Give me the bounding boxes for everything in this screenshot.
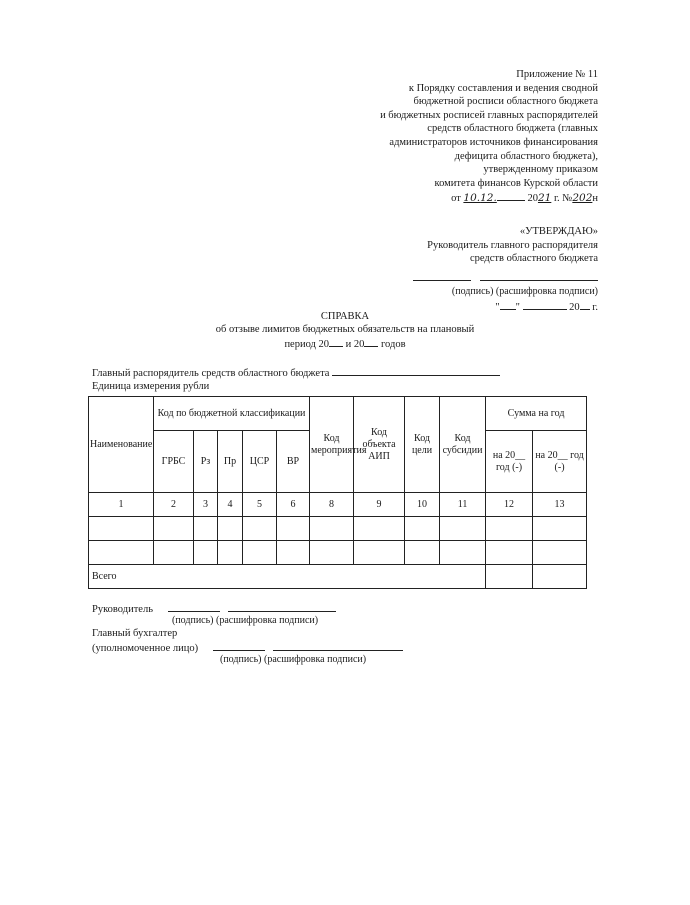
grbs-line: Главный распорядитель средств областного бюджета bbox=[92, 365, 500, 380]
approval-signature-line bbox=[358, 270, 598, 286]
column-number: 1 bbox=[89, 493, 154, 517]
column-number: 2 bbox=[154, 493, 194, 517]
title-line: об отзыве лимитов бюджетных обязательств на плановый bbox=[215, 324, 475, 335]
date-blank bbox=[497, 190, 525, 201]
date-day: 10. bbox=[463, 192, 481, 205]
header-budget-code: Код по бюджетной классификации bbox=[154, 397, 310, 431]
appendix-line: комитета финансов Курской области bbox=[434, 177, 598, 189]
order-number: 202 bbox=[572, 192, 593, 205]
signature-name-blank bbox=[480, 270, 598, 281]
accountant-label: Главный бухгалтер bbox=[92, 628, 178, 639]
head-signature-caption: (подпись) (расшифровка подписи) bbox=[172, 615, 319, 626]
appendix-line: дефицита областного бюджета), bbox=[454, 150, 598, 162]
appendix-line: бюджетной росписи областного бюджета bbox=[413, 96, 598, 108]
header-pr: Пр bbox=[218, 431, 243, 493]
column-number: 11 bbox=[440, 493, 486, 517]
table-row bbox=[89, 541, 587, 565]
appendix-number: Приложение № 11 bbox=[516, 69, 598, 80]
header-event-code: Код мероприятия bbox=[310, 397, 354, 493]
approval-block bbox=[358, 225, 598, 315]
date-year: 21 bbox=[537, 192, 552, 205]
approval-line: Руководитель главного распорядителя bbox=[427, 239, 598, 251]
total-label: Всего bbox=[89, 565, 486, 589]
column-number: 10 bbox=[405, 493, 440, 517]
grbs-blank bbox=[332, 365, 500, 376]
column-number: 9 bbox=[354, 493, 405, 517]
total-row bbox=[89, 565, 587, 589]
date-prefix: от bbox=[451, 193, 461, 205]
document-title bbox=[0, 310, 690, 351]
title-main: СПРАВКА bbox=[320, 311, 370, 322]
appendix-line: и бюджетных росписей главных распорядителей bbox=[380, 109, 598, 121]
header-csr: ЦСР bbox=[243, 431, 277, 493]
title-period: период 20 и 20 годов bbox=[0, 336, 690, 351]
header-subsidy-code: Код субсидии bbox=[440, 397, 486, 493]
appendix-line: администраторов источников финансирования bbox=[389, 136, 598, 148]
appendix-header bbox=[268, 68, 598, 206]
header-goal-code: Код цели bbox=[405, 397, 440, 493]
column-number: 8 bbox=[310, 493, 354, 517]
column-number: 3 bbox=[194, 493, 218, 517]
header-grbs: ГРБС bbox=[154, 431, 194, 493]
approval-signature-caption: (подпись) (расшифровка подписи) bbox=[451, 286, 598, 298]
authorized-label: (уполномоченное лицо) bbox=[92, 643, 199, 654]
order-date bbox=[268, 190, 598, 206]
limits-table bbox=[88, 396, 587, 589]
appendix-line: средств областного бюджета (главных bbox=[427, 123, 598, 135]
column-number: 6 bbox=[277, 493, 310, 517]
appendix-line: утвержденному приказом bbox=[483, 164, 598, 176]
header-vr: ВР bbox=[277, 431, 310, 493]
header-aip-code: Код объекта АИП bbox=[354, 397, 405, 493]
header-rz: Рз bbox=[194, 431, 218, 493]
order-number-suffix: н bbox=[592, 193, 598, 205]
column-number-row bbox=[89, 493, 587, 517]
approval-date-suffix: г. bbox=[592, 301, 598, 313]
approval-date: " " 20 г. bbox=[358, 299, 598, 315]
date-year-prefix: 20 bbox=[527, 193, 538, 205]
column-number: 12 bbox=[486, 493, 533, 517]
unit-line: Единица измерения рубли bbox=[92, 381, 210, 392]
date-year-suffix: г. № bbox=[553, 193, 573, 205]
header-name: Наименование bbox=[89, 397, 154, 493]
accountant-signature-caption: (подпись) (расшифровка подписи) bbox=[220, 654, 367, 665]
column-number: 5 bbox=[243, 493, 277, 517]
approval-title: «УТВЕРЖДАЮ» bbox=[519, 226, 598, 237]
date-month: 12. bbox=[480, 192, 497, 205]
column-number: 13 bbox=[533, 493, 587, 517]
approval-line: средств областного бюджета bbox=[469, 253, 598, 265]
header-sum-year-b: на 20__ год (-) bbox=[533, 431, 587, 493]
header-annual-sum: Сумма на год bbox=[486, 397, 587, 431]
info-block bbox=[92, 365, 500, 393]
table-row bbox=[89, 517, 587, 541]
head-label: Руководитель bbox=[92, 604, 153, 615]
appendix-line: к Порядку составления и ведения сводной bbox=[408, 82, 598, 94]
column-number: 4 bbox=[218, 493, 243, 517]
approval-date-year: 20 bbox=[569, 301, 580, 313]
signature-blank bbox=[413, 270, 471, 281]
header-sum-year-a: на 20__ год (-) bbox=[486, 431, 533, 493]
